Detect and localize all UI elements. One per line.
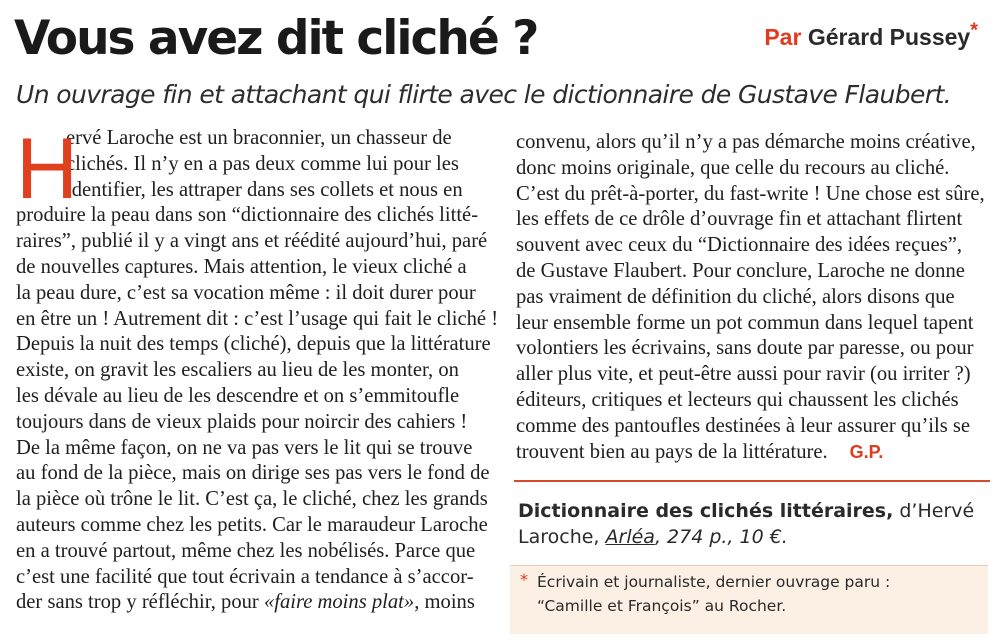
article-deck: Un ouvrage fin et attachant qui flirte avec le dictionnaire de Gustave Flaubert. <box>16 80 952 109</box>
author-note-box <box>510 565 988 634</box>
body-line: clichés. Il n’y en a pas deux comme lui pour les <box>66 152 459 175</box>
body-line: produire la peau dans son “dictionnaire des clichés litté- <box>16 204 479 227</box>
body-line: C’est du prêt-à-porter, du fast-write ! Une chose est sûre, <box>516 182 985 205</box>
byline-prefix: Par <box>764 24 802 50</box>
body-line: de Gustave Flaubert. Pour conclure, Laroche ne donne <box>516 259 965 282</box>
body-line: identifier, les attraper dans ses collets et nous en <box>66 178 463 201</box>
body-line: les dévale au lieu de les descendre et on s’emmitoufle <box>16 384 460 407</box>
body-line: éditeurs, critiques et lecteurs qui chaussent les clichés <box>516 388 959 411</box>
body-line: der sans trop y réfléchir, pour «faire moins plat», moins <box>16 591 475 614</box>
section-divider <box>514 480 990 482</box>
book-title: Dictionnaire des clichés littéraires, <box>518 500 894 522</box>
body-line: donc moins originale, que celle du recours au cliché. <box>516 156 950 179</box>
body-line: souvent avec ceux du “Dictionnaire des idées reçues”, <box>516 234 963 257</box>
body-line: leur ensemble forme un pot commun dans lequel tapent <box>516 311 974 334</box>
body-line: trouvent bien au pays de la littérature. G.P. <box>516 440 884 463</box>
body-line: De la même façon, on ne va pas vers le lit qui se trouve <box>16 436 473 459</box>
body-line: c’est une facilité que tout écrivain a tendance à s’accor- <box>16 565 474 588</box>
body-line: comme des pantoufles destinées à leur assurer qu’ils se <box>516 414 971 437</box>
body-line: Depuis la nuit des temps (cliché), depuis que la littérature <box>16 333 491 356</box>
article-column-right <box>516 130 986 465</box>
author-note-line: Écrivain et journaliste, dernier ouvrage paru : <box>537 573 891 591</box>
article-headline: Vous avez dit cliché ? <box>14 11 538 66</box>
body-line: de nouvelles captures. Mais attention, le vieux cliché a <box>16 255 467 278</box>
quote-faire-moins-plat: «faire moins plat» <box>263 591 415 614</box>
body-line: existe, on gravit les escaliers au lieu de les monter, on <box>16 359 459 382</box>
body-line: auteurs comme chez les petits. Car le maraudeur Laroche <box>16 513 488 536</box>
body-line: au fond de la pièce, mais on dirige ses pas vers le fond de <box>16 462 490 485</box>
book-publisher: Arléa <box>605 526 655 548</box>
body-line: aller plus vite, et peut-être aussi pour ravir (ou irriter ?) <box>516 363 971 386</box>
body-line: toujours dans de vieux plaids pour noircir des cahiers ! <box>16 410 468 433</box>
footnote-marker: * <box>970 19 978 42</box>
body-line: ervé Laroche est un braconnier, un chasseur de <box>66 127 452 149</box>
body-line: volontiers les écrivains, sans doute par paresse, ou pour <box>516 337 974 360</box>
body-line: la peau dure, c’est sa vocation même : il doit durer pour <box>16 281 476 304</box>
footnote-star: * <box>520 570 528 589</box>
body-line: en a trouvé partout, même chez les nobélisés. Parce que <box>16 539 476 562</box>
book-author: d’Hervé <box>893 500 975 522</box>
book-author-cont: Laroche, <box>518 526 606 548</box>
book-reference <box>518 498 988 550</box>
author-name: Gérard Pussey <box>807 24 971 50</box>
byline <box>764 19 978 51</box>
body-line: raires”, publié il y a vingt ans et réédité aujourd’hui, paré <box>16 230 488 253</box>
author-note-line: “Camille et François” au Rocher. <box>537 597 787 615</box>
body-line: convenu, alors qu’il n’y a pas démarche moins créative, <box>516 131 976 153</box>
body-line: la pièce où trône le lit. C’est ça, le cliché, chez les grands <box>16 488 488 511</box>
author-initials: G.P. <box>849 441 884 462</box>
article-column-left <box>16 121 499 616</box>
body-line: les effets de ce drôle d’ouvrage fin et attachant flirtent <box>516 208 963 231</box>
drop-cap: H <box>16 121 79 217</box>
body-line: pas vraiment de définition du cliché, alors disons que <box>516 285 955 308</box>
body-line: en être un ! Autrement dit : c’est l’usage qui fait le cliché ! <box>16 307 499 330</box>
book-details: , 274 p., 10 €. <box>654 526 788 548</box>
